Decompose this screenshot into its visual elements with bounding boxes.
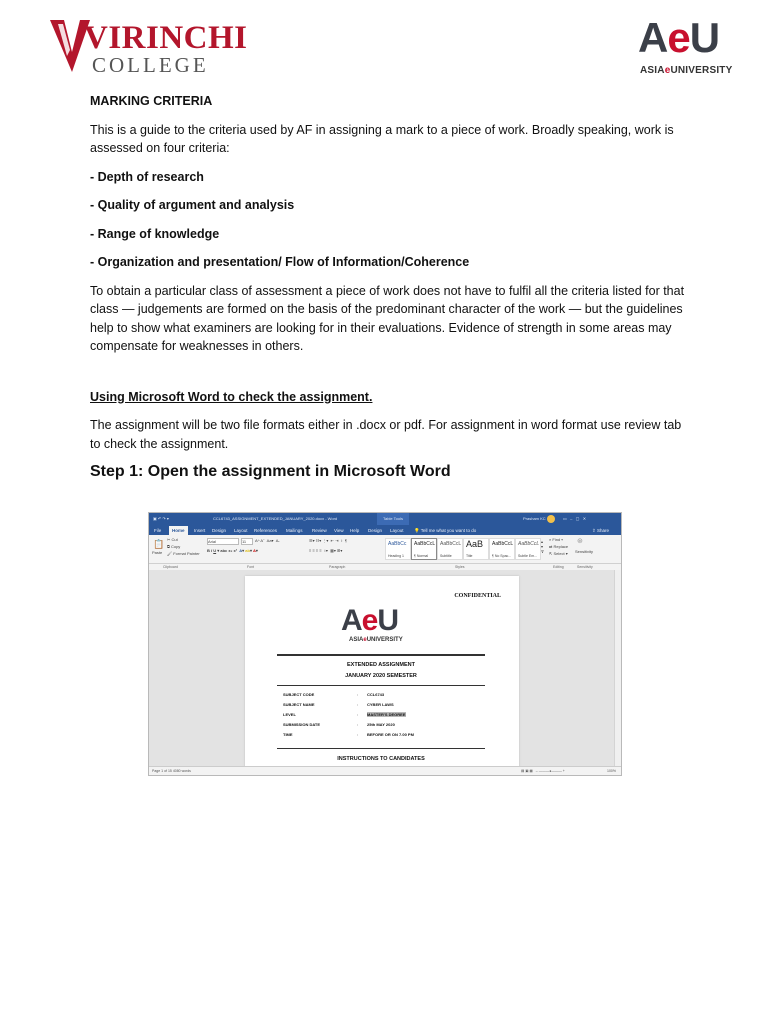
group-sensitivity: Sensitivity [577, 565, 593, 569]
tell-me-box[interactable] [411, 526, 479, 535]
font-size-buttons[interactable]: A^ Aˇ Aa▾ A̶ [255, 538, 279, 543]
share-icon: ⇪ [592, 528, 596, 533]
cursor-icon: ⇱ [549, 551, 554, 556]
lightbulb-icon: 💡 [414, 528, 420, 533]
group-clipboard: Clipboard [163, 565, 178, 569]
tab-home[interactable]: Home [169, 526, 188, 535]
tab-references[interactable]: References [254, 528, 278, 533]
cut-button[interactable]: ✂ Cut [167, 537, 178, 542]
criteria-item: - Depth of research [90, 169, 204, 184]
criteria-item: - Organization and presentation/ Flow of Information/Coherence [90, 255, 470, 269]
row-value: BEFORE OR ON 7.00 PM [367, 732, 414, 737]
extended-assignment-title: EXTENDED ASSIGNMENT [347, 662, 415, 668]
document-page[interactable] [245, 576, 519, 772]
sensitivity-icon[interactable]: ⊛ [577, 538, 583, 545]
tab-file[interactable]: File [154, 528, 162, 533]
criteria-item: - Range of knowledge [90, 226, 220, 241]
word-screenshot [148, 512, 622, 776]
status-bar [149, 766, 621, 775]
document-body [90, 92, 690, 482]
format-paragraph: The assignment will be two file formats either in .docx or pdf. For assignment in word format use review tab to check the assignment. [90, 418, 682, 451]
row-colon: : [357, 722, 359, 727]
row-value: CCL6743 [367, 692, 385, 697]
page-word-count: Page 1 of 15 4080 words [152, 769, 191, 773]
intro-paragraph: This is a guide to the criteria used by AF in assigning a mark to a piece of work. Broadly speaking, work is assessed on four criteria: [90, 122, 674, 155]
styles-more-icon[interactable]: ▴ ▾ ⊽ [541, 539, 544, 554]
step-1-heading: Step 1: Open the assignment in Microsoft Word [90, 463, 451, 480]
confidential-label: CONFIDENTIAL [454, 593, 501, 599]
user-avatar [547, 515, 555, 523]
sensitivity-button[interactable]: Sensitivity [575, 549, 594, 554]
tab-view[interactable]: View [334, 528, 344, 533]
row-value: MASTER'S DEGREE [367, 712, 406, 717]
select-button[interactable]: ⇱ Select ▾ [549, 551, 568, 556]
view-buttons[interactable]: ▤ ▣ ▦ – ———●——— + [521, 769, 565, 773]
zoom-level[interactable]: 100% [607, 769, 616, 773]
replace-button[interactable]: ⇄ Replace [549, 544, 569, 549]
page-rule-bottom [277, 748, 485, 749]
group-paragraph: Paragraph [329, 565, 346, 569]
page-aeu-logo: AeU [341, 604, 399, 637]
window-controls: ▭ – ▢ ✕ [563, 516, 587, 521]
share-label: Share [597, 528, 610, 533]
page-aeu-subtitle: ASIAeUNIVERSITY [349, 637, 403, 643]
group-editing: Editing [553, 565, 564, 569]
aeu-subtitle: ASIAeUNIVERSITY [640, 65, 733, 76]
copy-button[interactable]: ⧉ Copy [167, 544, 181, 549]
replace-icon: ⇄ [549, 544, 554, 549]
row-value: 25th MAY 2020 [367, 722, 395, 727]
vertical-scrollbar[interactable] [614, 570, 621, 767]
format-painter-button[interactable]: 🖌 Format Painter [167, 551, 200, 556]
find-button[interactable]: ⌕ Find ▾ [549, 537, 563, 542]
tab-mailings[interactable]: Mailings [286, 528, 303, 533]
criteria-item: - Quality of argument and analysis [90, 198, 295, 212]
copy-icon: ⧉ [167, 544, 171, 549]
group-styles: Styles [455, 565, 465, 569]
row-label: LEVEL [283, 712, 296, 717]
virinchi-college-logo [50, 16, 248, 77]
quick-access-toolbar: ▣ ↶ ↷ ▾ [153, 516, 169, 521]
tab-insert[interactable]: Insert [194, 528, 206, 533]
tab-table-layout[interactable]: Layout [390, 528, 404, 533]
table-tools-label: Table Tools [377, 513, 409, 525]
font-name-select[interactable]: Arial [207, 538, 239, 545]
page-rule-top [277, 654, 485, 656]
group-font: Font [247, 565, 255, 569]
tab-review[interactable]: Review [312, 528, 327, 533]
brush-icon: 🖌 [167, 551, 174, 556]
font-size-select[interactable]: 11 [241, 538, 253, 545]
semester-title: JANUARY 2020 SEMESTER [345, 673, 417, 679]
tab-help[interactable]: Help [350, 528, 360, 533]
page-rule-mid [277, 685, 485, 686]
row-value: CYBER LAWS [367, 702, 394, 707]
aeu-mark: AeU [638, 14, 720, 61]
tab-design[interactable]: Design [212, 528, 227, 533]
style-subtle-emphasis[interactable]: AaBbCcL Subtle Em... [515, 538, 541, 560]
ribbon-home [149, 535, 621, 564]
instructions-heading: INSTRUCTIONS TO CANDIDATES [337, 756, 425, 762]
user-name: Prasham KC [523, 516, 546, 521]
row-colon: : [357, 692, 359, 697]
style-heading1[interactable]: AaBbCc Heading 1 [385, 538, 411, 560]
list-buttons[interactable]: ☰▾ ☷▾ ⋮▾ ⇤ ⇥ ↕ ¶ [309, 538, 348, 543]
document-canvas [149, 570, 615, 767]
style-normal[interactable]: AaBbCcL ¶ Normal [411, 538, 437, 560]
tab-table-design[interactable]: Design [368, 528, 383, 533]
style-no-spacing[interactable]: AaBbCcL ¶ No Spac... [489, 538, 515, 560]
word-title-bar [149, 513, 621, 525]
row-label: SUBJECT NAME [283, 702, 315, 707]
row-colon: : [357, 702, 359, 707]
alignment-buttons[interactable]: ≡ ≡ ≡ ≡ ↕▾ ▦▾ ⊞▾ [309, 548, 343, 553]
paste-button[interactable]: Paste [152, 550, 163, 555]
style-subtitle[interactable]: AaBbCcL Subtitle [437, 538, 463, 560]
ribbon-tabs [149, 525, 621, 535]
clipboard-icon[interactable]: 📋 [153, 539, 165, 549]
row-label: SUBMISSION DATE [283, 722, 321, 727]
asia-e-university-logo [636, 16, 748, 78]
tell-me-text: Tell me what you want to do [420, 528, 477, 533]
assessment-paragraph: To obtain a particular class of assessment a piece of work does not have to fulfil all the criteria listed for that class — judgements are formed on the basis of the predominant character of the work — but the guidelines help to show what examiners are looking for in their evaluations. Evidence of strength in some areas may compensate for weaknesses in others. [90, 283, 685, 353]
row-label: SUBJECT CODE [283, 692, 315, 697]
row-label: TIME [283, 732, 293, 737]
scissors-icon: ✂ [167, 537, 172, 542]
tab-layout[interactable]: Layout [234, 528, 248, 533]
search-icon: ⌕ [549, 537, 553, 542]
row-colon: : [357, 732, 359, 737]
section-title: Using Microsoft Word to check the assignment. [90, 389, 373, 404]
marking-criteria-heading: MARKING CRITERIA [90, 94, 213, 108]
college-wordmark: COLLEGE [92, 53, 209, 77]
font-format-buttons[interactable]: B I U ▾ abc x₂ x² A▾ ab▾ A▾ [207, 548, 258, 553]
virinchi-wordmark: VIRINCHI [84, 20, 248, 56]
share-button[interactable] [589, 526, 612, 535]
word-title-text: CCL6743_ASSIGNMENT_EXTENDED_JANUARY_2020.docx - Word [213, 516, 338, 521]
row-colon: : [357, 712, 359, 717]
style-title[interactable]: AaB Title [463, 538, 489, 560]
